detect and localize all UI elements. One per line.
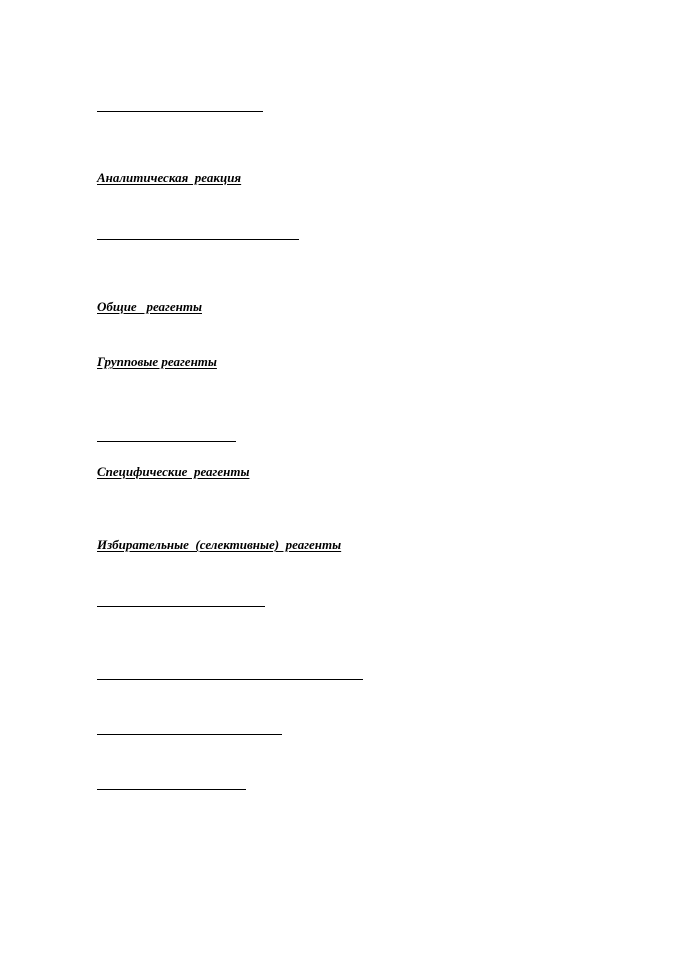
heading-general-reagents: Общие реагенты (97, 299, 202, 314)
blank-answer-line-1 (97, 111, 263, 112)
heading-group-reagents: Групповые реагенты (97, 354, 217, 369)
blank-answer-line-4 (97, 606, 265, 607)
blank-answer-line-5 (97, 679, 363, 680)
blank-answer-line-2 (97, 239, 299, 240)
blank-answer-line-3 (97, 441, 236, 442)
heading-analytical-reaction: Аналитическая реакция (97, 170, 242, 185)
blank-answer-line-7 (97, 789, 246, 790)
blank-answer-line-6 (97, 734, 282, 735)
heading-specific-reagents: Специфические реагенты (97, 464, 250, 479)
heading-selective-reagents: Избирательные (селективные) реагенты (97, 537, 342, 552)
